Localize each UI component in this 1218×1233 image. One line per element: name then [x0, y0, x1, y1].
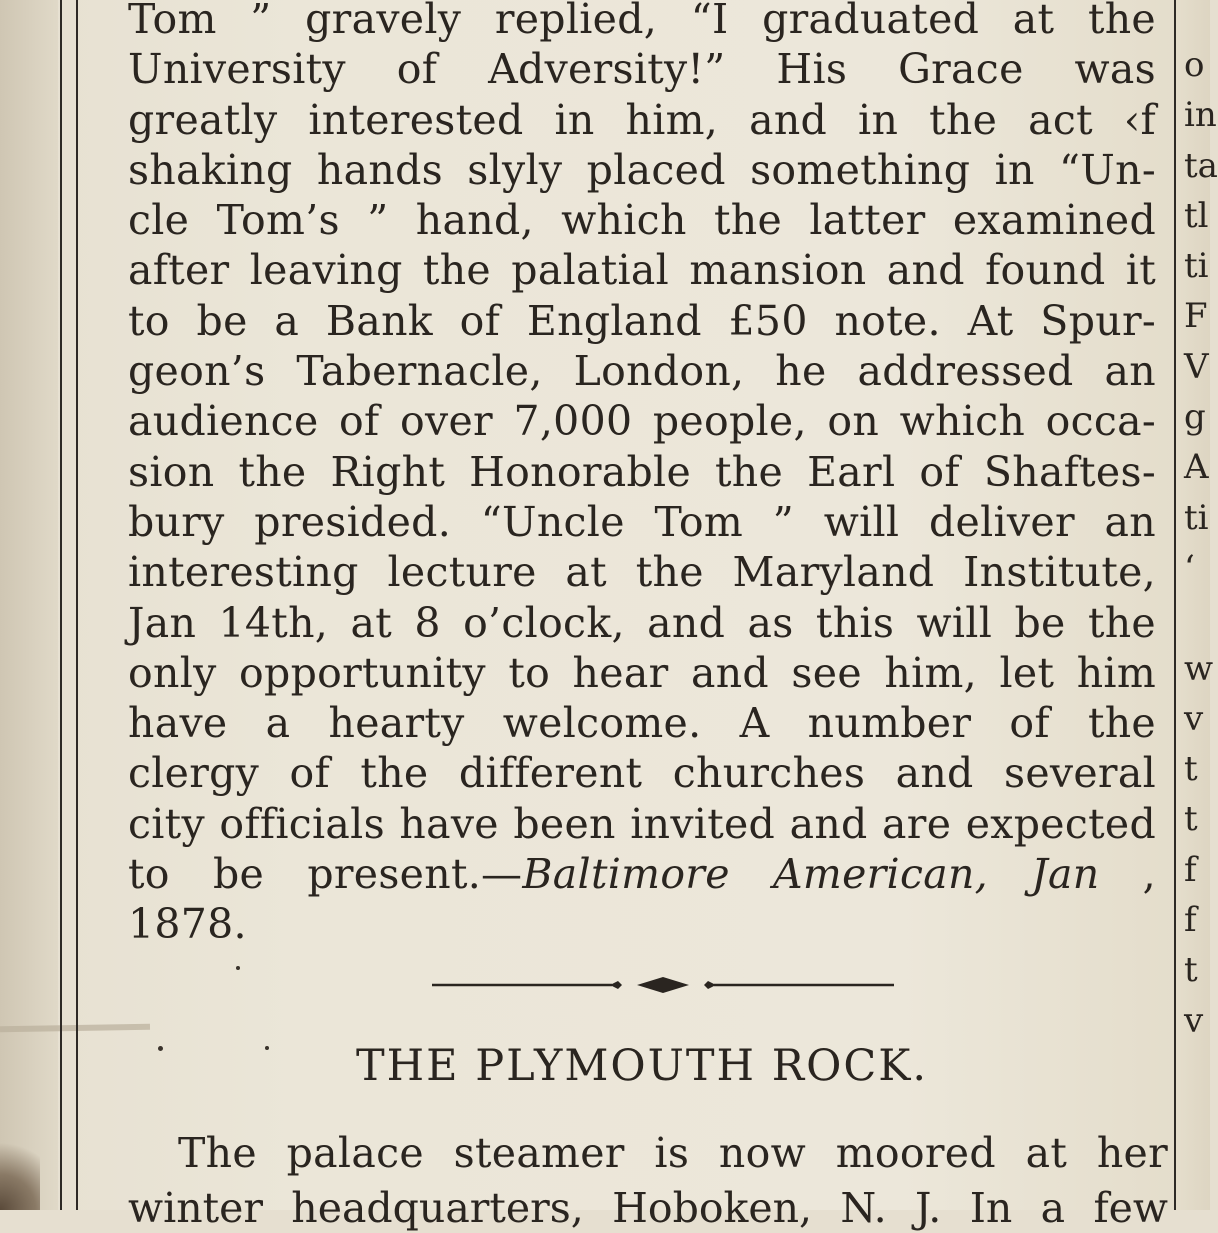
article-line: interesting lecture at the Maryland Institute,	[128, 548, 1156, 597]
article-line-with-source	[128, 849, 1156, 899]
article-line: audience of over 7,000 people, on which occa-	[128, 397, 1156, 446]
article-line: geon’s Tabernacle, London, he addressed an	[128, 347, 1156, 396]
fragment: A	[1184, 447, 1209, 488]
fragment	[1184, 1147, 1210, 1197]
fragment	[1184, 593, 1210, 643]
article-line: The palace steamer is now moored at her	[178, 1129, 1168, 1177]
article-line: greatly interested in him, and in the act ‹f	[128, 95, 1156, 144]
fragment: f	[1184, 849, 1197, 890]
article-line: only opportunity to hear and see him, let him	[128, 648, 1156, 697]
fragment	[1184, 1096, 1210, 1146]
fragment: ‘	[1184, 547, 1195, 588]
fragment: tl	[1184, 195, 1209, 236]
fragment: V	[1184, 346, 1209, 387]
fragment: f	[1184, 900, 1197, 941]
article-line: sion the Right Honorable the Earl of Shaftes-	[128, 447, 1156, 496]
article-line: cle Tom’s ” hand, which the latter examined	[128, 196, 1156, 245]
fragment	[1184, 1046, 1210, 1096]
ornamental-divider	[432, 975, 894, 995]
fragment: g	[1184, 397, 1206, 438]
fragment: ta	[1184, 145, 1218, 186]
article-line: University of Adversity!” His Grace was	[128, 45, 1156, 94]
column-rule-left-inner	[76, 0, 78, 1210]
article-line: have a hearty welcome. A number of the	[128, 699, 1156, 748]
fragment: v	[1184, 698, 1204, 739]
article-line: to be a Bank of England £50 note. At Spur-	[128, 296, 1156, 345]
article-year-line: 1878.	[128, 900, 247, 949]
adjacent-column-fragments	[1184, 40, 1218, 1197]
next-article	[128, 1128, 1168, 1178]
article-line: Jan 14th, at 8 o’clock, and as this will be the	[128, 598, 1156, 647]
fragment: o	[1184, 45, 1205, 85]
fragment: t	[1184, 749, 1198, 790]
article-source-punct: ,	[1099, 850, 1157, 899]
section-heading: THE PLYMOUTH ROCK.	[355, 1041, 929, 1091]
article-line-clipped: winter headquarters, Hoboken, N. J. In a few	[128, 1184, 1168, 1232]
column-rule-left-outer	[60, 0, 62, 1210]
fragment: t	[1184, 950, 1198, 991]
article-line: city officials have been invited and are expected	[128, 799, 1156, 848]
article-line: shaking hands slyly placed something in “Un-	[128, 145, 1156, 194]
article-column	[128, 0, 1156, 950]
fragment: t	[1184, 799, 1198, 840]
article-source: Baltimore American, Jan	[522, 850, 1100, 899]
article-line: after leaving the palatial mansion and found it	[128, 246, 1156, 295]
paper-stain	[0, 1130, 40, 1210]
fragment: ti	[1184, 497, 1209, 538]
column-rule-right	[1174, 0, 1176, 1210]
article-line: clergy of the different churches and several	[128, 749, 1156, 798]
fragment: v	[1184, 1000, 1204, 1041]
article-closing-text: to be present.—	[128, 850, 523, 899]
fragment: in	[1184, 95, 1217, 136]
fragment: F	[1184, 296, 1208, 337]
article-line: Tom ” gravely replied, “I graduated at the	[128, 0, 1156, 43]
fragment: ti	[1184, 246, 1209, 287]
fragment: w	[1184, 648, 1214, 689]
article-line: bury presided. “Uncle Tom ” will deliver an	[128, 497, 1156, 546]
